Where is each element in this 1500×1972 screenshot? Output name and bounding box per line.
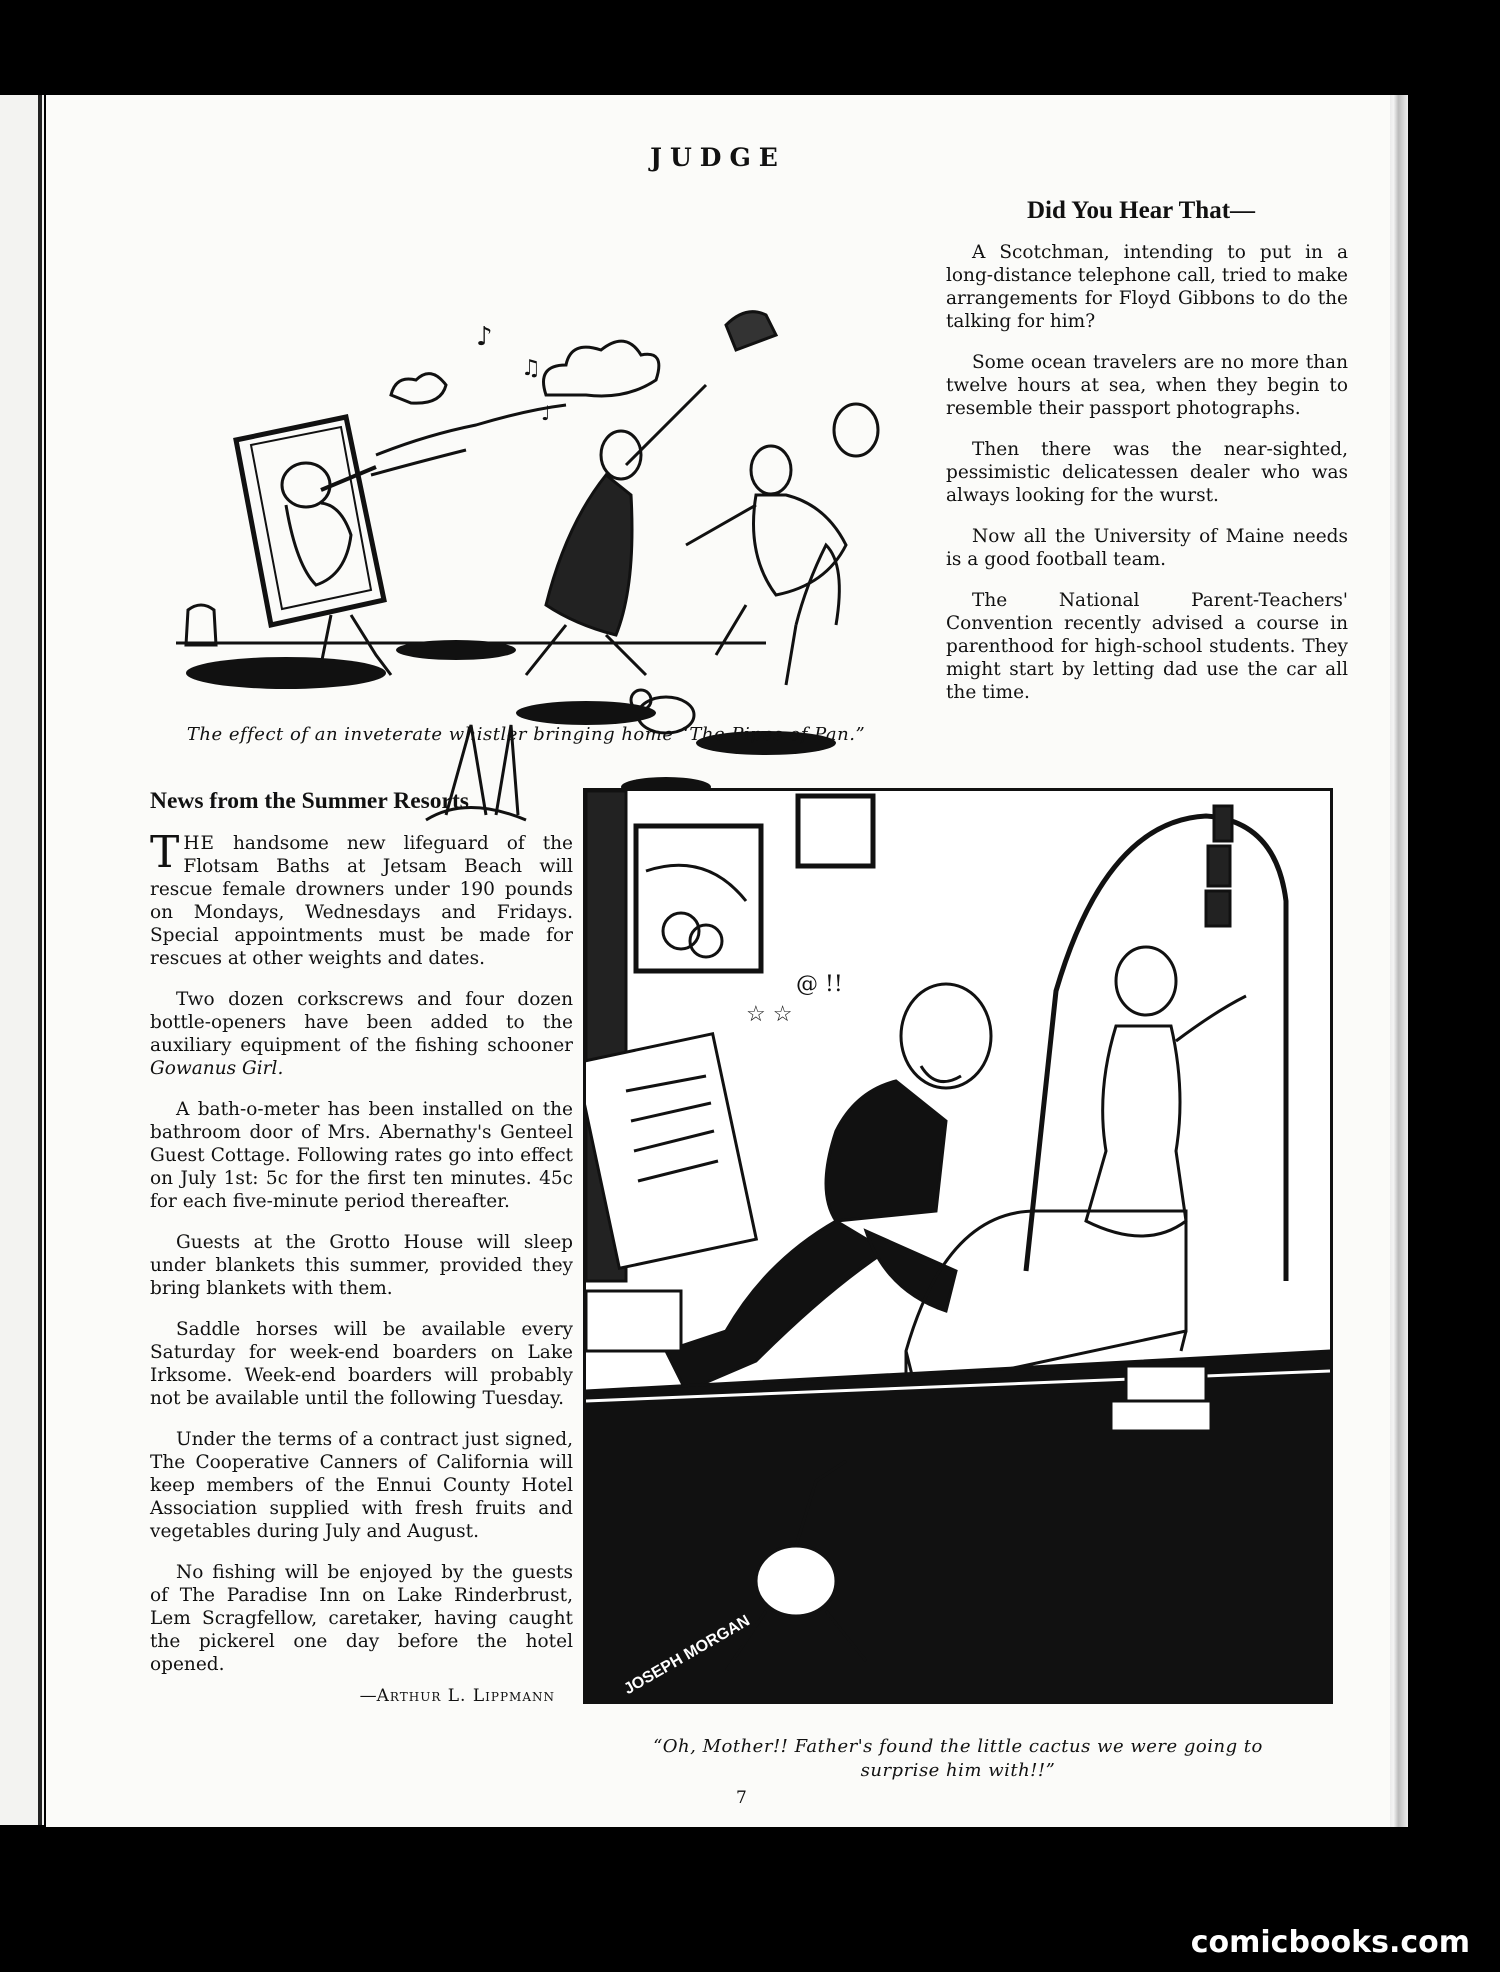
summer-resorts-title: News from the Summer Resorts xyxy=(150,788,469,814)
magazine-page xyxy=(46,95,1390,1827)
did-you-hear-column xyxy=(946,241,1348,722)
paragraph: Two dozen corkscrews and four dozen bottle-openers have been added to the auxiliary equipment of the fishing schooner Gowanus Girl. xyxy=(150,989,573,1079)
masthead: JUDGE xyxy=(650,143,786,172)
paragraph: Now all the University of Maine needs is a good football team. xyxy=(946,526,1348,570)
paragraph: Guests at the Grotto House will sleep under blankets this summer, provided they bring blankets with them. xyxy=(150,1232,573,1299)
binding xyxy=(38,95,42,1825)
byline: —Arthur L. Lippmann xyxy=(359,1686,555,1706)
summer-resorts-column xyxy=(150,827,573,1706)
page-number: 7 xyxy=(736,1788,747,1808)
paragraph: Then there was the near-sighted, pessimistic delicatessen dealer who was always looking for the wurst. xyxy=(946,439,1348,506)
paragraph: A bath-o-meter has been installed on the bathroom door of Mrs. Abernathy's Genteel Guest Cottage. Following rates go into effect on July 1st: 5c for the first ten minutes. 45c for each five-minute period thereafter. xyxy=(150,1099,573,1212)
svg-text:☆ ☆: ☆ ☆ xyxy=(746,1002,793,1027)
paragraph: Under the terms of a contract just signed, The Cooperative Canners of California will keep members of the Ennui County Hotel Association supplied with fresh fruits and vegetables during July and August. xyxy=(150,1429,573,1542)
paragraph: No fishing will be enjoyed by the guests of The Paradise Inn on Lake Rinderbrust, Lem Scragfellow, caretaker, having caught the pickerel one day before the hotel opened. xyxy=(150,1562,573,1675)
bottom-cartoon xyxy=(583,788,1333,1704)
paragraph: THE handsome new lifeguard of the Flotsam Baths at Jetsam Beach will rescue female drowners under 190 pounds on Mondays, Wednesdays and Fridays. Special appointments must be made for rescues at other weights and dates. xyxy=(150,827,573,969)
paragraph: Saddle horses will be available every Saturday for week-end boarders on Lake Irksome. Week-end boarders will probably not be available until the following Tuesday. xyxy=(150,1319,573,1409)
paragraph: Some ocean travelers are no more than twelve hours at sea, when they begin to resemble their passport photographs. xyxy=(946,352,1348,419)
artist-signature: JOSEPH MORGAN xyxy=(621,1612,753,1699)
svg-text:@ !!: @ !! xyxy=(796,972,843,997)
paragraph: A Scotchman, intending to put in a long-distance telephone call, tried to make arrangements for Floyd Gibbons to do the talking for him? xyxy=(946,242,1348,332)
svg-text:♩: ♩ xyxy=(541,401,551,425)
top-cartoon-caption: The effect of an inveterate whistler bringing home “The Pipes of Pan.” xyxy=(186,724,866,745)
bottom-cartoon-drawing xyxy=(586,791,1330,1701)
did-you-hear-title: Did You Hear That— xyxy=(1026,197,1256,224)
bottom-cartoon-caption: “Oh, Mother!! Father's found the little cactus we were going to surprise him with!!” xyxy=(653,1736,1263,1781)
svg-text:♫: ♫ xyxy=(521,356,541,381)
svg-text:♪: ♪ xyxy=(476,322,493,352)
drop-cap: T xyxy=(150,827,180,878)
watermark: comicbooks.com xyxy=(1190,1925,1470,1960)
paragraph: The National Parent-Teachers' Convention recently advised a course in parenthood for high-school students. They might start by letting dad use the car all the time. xyxy=(946,590,1348,703)
